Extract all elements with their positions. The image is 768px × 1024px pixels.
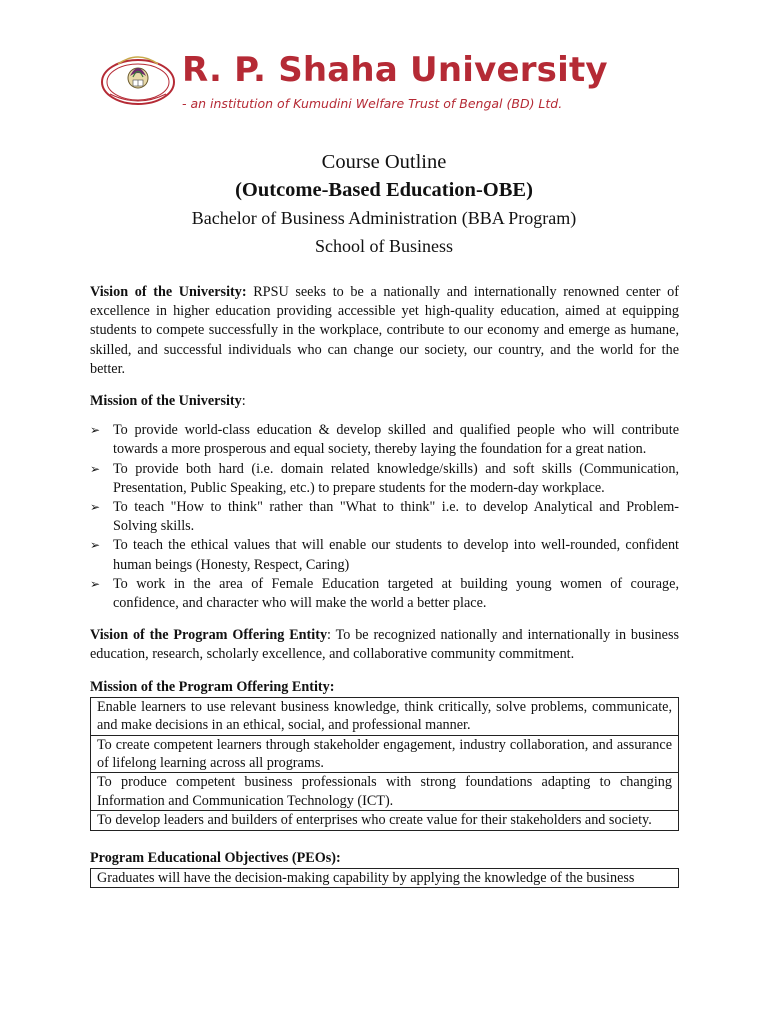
- document-subtitle-obe: (Outcome-Based Education-OBE): [235, 179, 533, 201]
- table-row: [91, 697, 679, 735]
- list-item: [90, 421, 679, 459]
- mission-university-label: Mission of the University: [90, 393, 242, 410]
- school-name: School of Business: [314, 236, 453, 256]
- list-item: [90, 498, 679, 536]
- table-cell: To produce competent business professionals with strong foundations adapting to changing Information and Communication Technology (ICT).: [91, 773, 679, 811]
- list-item-text: To teach the ethical values that will enable our students to develop into well-rounded, confident human beings (Honesty, Respect, Caring): [113, 537, 679, 573]
- document-body: [90, 283, 679, 888]
- program-name: Bachelor of Business Administration (BBA Program): [191, 208, 577, 228]
- vision-program-paragraph: [90, 626, 679, 664]
- arrow-bullet-icon: ➢: [90, 461, 101, 476]
- list-item: [90, 575, 679, 613]
- list-item-text: To provide world-class education & develop skilled and qualified people who will contribute towards a more prosperous and equal society, thereby laying the foundation for a great nation.: [113, 422, 679, 458]
- vision-program-label: Vision of the Program Offering Entity: [90, 627, 328, 644]
- vision-university-text: RPSU seeks to be a nationally and internationally renowned center of excellence in higher education providing accessible yet high-quality education, aimed at equipping students to compete successfully in the workplace, contribute to our economy and emerge as humane, skilled, and successful individuals who can change our society, our country, and the world for the better.: [90, 284, 679, 377]
- list-item: [90, 460, 679, 498]
- arrow-bullet-icon: ➢: [90, 538, 101, 553]
- vision-university-label: Vision of the University:: [90, 284, 247, 300]
- arrow-bullet-icon: ➢: [90, 500, 101, 515]
- document-title: Course Outline: [321, 151, 447, 173]
- mission-program-table: [90, 697, 679, 831]
- mission-university-colon: :: [241, 393, 246, 410]
- arrow-bullet-icon: ➢: [90, 576, 101, 591]
- mission-university-heading: [90, 392, 679, 411]
- list-item-text: To teach "How to think" rather than "What to think" i.e. to develop Analytical and Problem-Solving skills.: [113, 499, 679, 535]
- arrow-bullet-icon: ➢: [90, 423, 101, 438]
- table-row: [91, 735, 679, 773]
- list-item-text: To work in the area of Female Education targeted at building young women of courage, confidence, and character who will make the world a better place.: [113, 575, 679, 612]
- university-logo-icon: [100, 52, 176, 110]
- university-subtitle: - an institution of Kumudini Welfare Trust of Bengal (BD) Ltd.: [182, 96, 563, 111]
- table-cell: Enable learners to use relevant business knowledge, think critically, solve problems, communicate, and make decisions in an ethical, social, and professional manner.: [91, 697, 679, 735]
- table-row: [91, 811, 679, 830]
- table-cell: To create competent learners through stakeholder engagement, industry collaboration, and assurance of lifelong learning across all programs.: [91, 735, 679, 773]
- peo-heading: Program Educational Objectives (PEOs):: [90, 849, 341, 866]
- mission-university-list: [90, 421, 679, 613]
- peo-first-row: Graduates will have the decision-making capability by applying the knowledge of the business: [90, 868, 679, 888]
- vision-program-text: : To be recognized nationally and internationally in business education, research, scholarly excellence, and collaborative community commitment.: [90, 627, 679, 663]
- vision-university-paragraph: [90, 283, 679, 379]
- table-row: [91, 773, 679, 811]
- university-header: [100, 50, 660, 120]
- table-cell: To develop leaders and builders of enterprises who create value for their stakeholders and society.: [91, 811, 679, 830]
- list-item: [90, 536, 679, 574]
- university-name: R. P. Shaha University: [182, 50, 608, 90]
- list-item-text: To provide both hard (i.e. domain related knowledge/skills) and soft skills (Communication, Presentation, Public Speaking, etc.) to prepare students for the modern-day workplace.: [113, 460, 679, 496]
- mission-program-heading: Mission of the Program Offering Entity:: [90, 678, 335, 695]
- document-title-block: [0, 148, 768, 260]
